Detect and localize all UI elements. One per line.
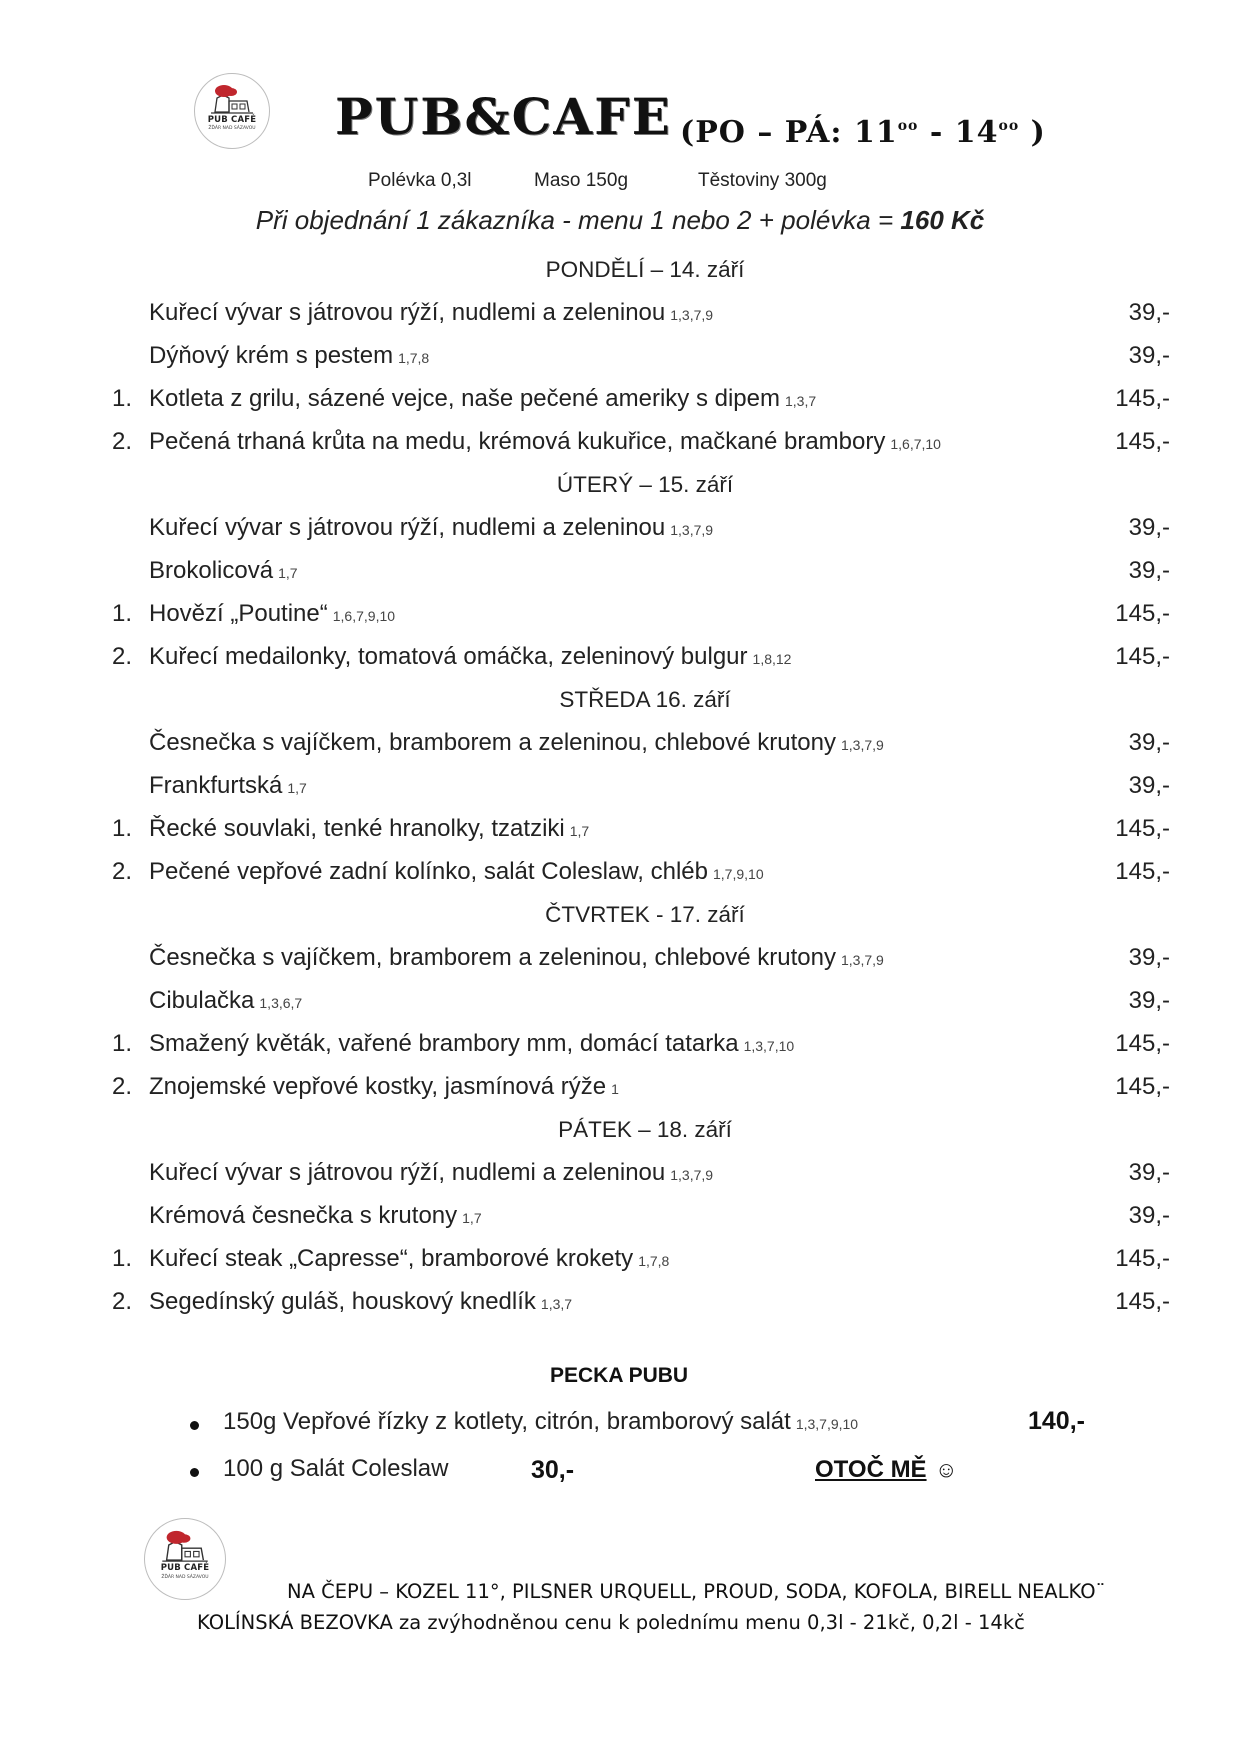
- menu-item-allergens: 1,3,7,9: [670, 1167, 714, 1183]
- menu-item: [100, 936, 1170, 979]
- menu-item-allergens: 1,7,8: [398, 350, 430, 366]
- menu-item-price: 39,-: [1128, 729, 1170, 756]
- menu-item: [100, 721, 1170, 764]
- logo-name: PUB CAFÉ: [160, 1563, 210, 1573]
- menu-item-number: 1.: [112, 815, 133, 842]
- menu-item-name: [149, 1280, 572, 1326]
- menu-item-allergens: 1,8,12: [752, 651, 792, 667]
- menu-item-name: [149, 1022, 794, 1068]
- menu-item-name: [149, 420, 941, 466]
- menu-item-number: 1.: [112, 1030, 133, 1057]
- menu-item-number: 2.: [112, 858, 133, 885]
- menu-item-price: 145,-: [1115, 600, 1170, 627]
- day-heading: PÁTEK – 18. září: [558, 1117, 732, 1142]
- bullet-icon: [190, 1421, 199, 1430]
- menu-item-name: [149, 850, 764, 896]
- menu-item-number: 1.: [112, 385, 133, 412]
- menu-item-name: [149, 549, 298, 595]
- menu-item-allergens: 1,7: [278, 565, 298, 581]
- menu-offer: Při objednání 1 zákazníka - menu 1 nebo 2 + polévka = 160 Kč: [255, 205, 985, 235]
- menu-item-name: [149, 1151, 713, 1197]
- pecka-item: 150g Vepřové řízky z kotlety, citrón, bramborový salát 1,3,7,9,10: [223, 1408, 859, 1435]
- menu-item-price: 145,-: [1115, 643, 1170, 670]
- menu-item-name: [149, 506, 713, 552]
- menu-item: [100, 1194, 1170, 1237]
- menu-item: [100, 1022, 1170, 1065]
- day-heading: PONDĚLÍ – 14. září: [545, 257, 745, 282]
- menu-item-name: [149, 936, 884, 982]
- menu-item: [100, 1237, 1170, 1280]
- menu-item-price: 145,-: [1115, 858, 1170, 885]
- menu-item-price: 39,-: [1128, 557, 1170, 584]
- smiley-icon: ☺: [935, 1457, 958, 1482]
- menu-item-number: 1.: [112, 600, 133, 627]
- menu-item-text: Dýňový krém s pestem: [149, 342, 394, 369]
- menu-item-text: Brokolicová: [149, 557, 274, 584]
- pub-cafe-logo-footer: [144, 1518, 226, 1600]
- day-heading: STŘEDA 16. září: [559, 687, 731, 712]
- logo-building-icon: [195, 74, 269, 148]
- menu-item-number: 2.: [112, 1073, 133, 1100]
- menu-item-price: 39,-: [1128, 1159, 1170, 1186]
- menu-item-name: [149, 592, 395, 638]
- menu-item-text: Krémová česnečka s krutony: [149, 1202, 458, 1229]
- menu-item-text: Česnečka s vajíčkem, bramborem a zeleninou, chlebové krutony: [149, 729, 836, 756]
- menu-item-text: Kuřecí vývar s játrovou rýží, nudlemi a zeleninou: [149, 1159, 666, 1186]
- menu-item-allergens: 1,3,7,9: [670, 522, 714, 538]
- menu-item: [100, 807, 1170, 850]
- menu-item-price: 39,-: [1128, 342, 1170, 369]
- menu-item: [100, 377, 1170, 420]
- menu-item-text: Kuřecí steak „Capresse“, bramborové krokety: [149, 1245, 634, 1272]
- portion-soup: Polévka 0,3l: [368, 170, 472, 191]
- menu-item: [100, 635, 1170, 678]
- bullet-icon: [190, 1468, 199, 1477]
- menu-item-text: Cibulačka: [149, 987, 255, 1014]
- menu-item-text: Frankfurtská: [149, 772, 283, 799]
- day-heading: ÚTERÝ – 15. září: [556, 472, 734, 497]
- menu-item: [100, 764, 1170, 807]
- menu-item-allergens: 1,3,6,7: [259, 995, 303, 1011]
- menu-item-name: [149, 807, 589, 853]
- bezovka-line: KOLÍNSKÁ BEZOVKA za zvýhodněnou cenu k polednímu menu 0,3l - 21kč, 0,2l - 14kč: [197, 1611, 1025, 1634]
- menu-item-price: 39,-: [1128, 1202, 1170, 1229]
- menu-item-text: Znojemské vepřové kostky, jasmínová rýže: [149, 1073, 607, 1100]
- menu-item-text: Kuřecí vývar s játrovou rýží, nudlemi a zeleninou: [149, 299, 666, 326]
- menu-item-text: Kuřecí vývar s játrovou rýží, nudlemi a zeleninou: [149, 514, 666, 541]
- menu-item-price: 145,-: [1115, 1288, 1170, 1315]
- menu-item-price: 145,-: [1115, 1030, 1170, 1057]
- menu-item-allergens: 1,7,8: [638, 1253, 670, 1269]
- menu-item-allergens: 1,7: [462, 1210, 482, 1226]
- menu-item-allergens: 1: [611, 1081, 619, 1097]
- menu-item: [100, 506, 1170, 549]
- menu-item-number: 2.: [112, 1288, 133, 1315]
- menu-item-text: Kuřecí medailonky, tomatová omáčka, zeleninový bulgur: [149, 643, 748, 670]
- menu-item-allergens: 1,3,7,10: [743, 1038, 795, 1054]
- logo-subtitle: ŽĎÁR NAD SÁZAVOU: [161, 1575, 209, 1580]
- menu-item-name: [149, 377, 816, 423]
- menu-item-name: [149, 334, 429, 380]
- menu-item: [100, 1280, 1170, 1323]
- menu-item: [100, 420, 1170, 463]
- menu-item-allergens: 1,6,7,9,10: [332, 608, 396, 624]
- pecka-item-price: 140,-: [1028, 1407, 1085, 1435]
- pecka-item-price: 30,-: [531, 1456, 575, 1484]
- logo-building-icon: [145, 1519, 225, 1599]
- menu-item-allergens: 1,3,7,9: [841, 737, 884, 753]
- menu-item-text: Řecké souvlaki, tenké hranolky, tzatziki: [149, 815, 565, 842]
- menu-item-allergens: 1,3,7,9: [841, 952, 884, 968]
- pecka-title: PECKA PUBU: [550, 1364, 689, 1387]
- menu-item: [100, 592, 1170, 635]
- menu-item-price: 39,-: [1128, 514, 1170, 541]
- menu-item: [100, 850, 1170, 893]
- menu-item-price: 39,-: [1128, 772, 1170, 799]
- menu-item-text: Smažený květák, vařené brambory mm, domácí tatarka: [149, 1030, 739, 1057]
- tap-beer-line: NA ČEPU – KOZEL 11°, PILSNER URQUELL, PROUD, SODA, KOFOLA, BIRELL NEALKO¨: [287, 1580, 1106, 1603]
- logo-name: PUB CAFÉ: [207, 115, 257, 125]
- pecka-item: 100 g Salát Coleslaw: [223, 1455, 449, 1482]
- menu-item-number: 1.: [112, 1245, 133, 1272]
- menu-item-text: Česnečka s vajíčkem, bramborem a zeleninou, chlebové krutony: [149, 944, 836, 971]
- menu-item-allergens: 1,7: [287, 780, 307, 796]
- menu-item-name: [149, 291, 713, 337]
- menu-item-text: Hovězí „Poutine“: [149, 600, 328, 627]
- turn-over-link[interactable]: OTOČ MĚ: [815, 1456, 927, 1483]
- menu-item: [100, 1151, 1170, 1194]
- page-title: PUB&CAFE: [335, 87, 672, 146]
- menu-item: [100, 979, 1170, 1022]
- portion-meat: Maso 150g: [534, 170, 629, 191]
- menu-item: [100, 549, 1170, 592]
- daily-menu: [100, 248, 1170, 1323]
- menu-item-price: 39,-: [1128, 944, 1170, 971]
- menu-item-text: Pečené vepřové zadní kolínko, salát Coleslaw, chléb: [149, 858, 708, 885]
- menu-item-price: 145,-: [1115, 385, 1170, 412]
- menu-item: [100, 1065, 1170, 1108]
- opening-hours: (PO – PÁ: $11^{oo} - 14^{oo}$ ): [680, 115, 1046, 150]
- menu-item-allergens: 1,6,7,10: [890, 436, 941, 452]
- menu-item-allergens: 1,7,9,10: [713, 866, 764, 882]
- menu-item-name: [149, 721, 884, 767]
- menu-item-text: Kotleta z grilu, sázené vejce, naše pečené ameriky s dipem: [149, 385, 780, 412]
- menu-item-price: 145,-: [1115, 428, 1170, 455]
- menu-item-name: [149, 764, 307, 810]
- menu-item-price: 39,-: [1128, 299, 1170, 326]
- menu-item-price: 145,-: [1115, 815, 1170, 842]
- portion-pasta: Těstoviny 300g: [698, 170, 827, 191]
- day-heading: ČTVRTEK - 17. září: [545, 902, 745, 927]
- menu-item-number: 2.: [112, 643, 133, 670]
- pub-cafe-logo: [194, 73, 270, 149]
- menu-item-name: [149, 1194, 482, 1240]
- menu-item-allergens: 1,3,7,9: [670, 307, 714, 323]
- menu-item-text: Pečená trhaná krůta na medu, krémová kukuřice, mačkané brambory: [149, 428, 886, 455]
- logo-subtitle: ŽĎÁR NAD SÁZAVOU: [208, 126, 256, 131]
- menu-item: [100, 291, 1170, 334]
- menu-item-name: [149, 1237, 669, 1283]
- menu-item-allergens: 1,7: [569, 823, 590, 839]
- menu-item-allergens: 1,3,7: [540, 1296, 573, 1312]
- menu-item-name: [149, 979, 302, 1025]
- menu-item-name: [149, 635, 791, 681]
- menu-item-price: 145,-: [1115, 1073, 1170, 1100]
- menu-item-text: Segedínský guláš, houskový knedlík: [149, 1288, 536, 1315]
- menu-item-price: 39,-: [1128, 987, 1170, 1014]
- menu-item-name: [149, 1065, 619, 1111]
- menu-item-number: 2.: [112, 428, 133, 455]
- menu-item: [100, 334, 1170, 377]
- menu-item-price: 145,-: [1115, 1245, 1170, 1272]
- menu-item-allergens: 1,3,7: [785, 393, 817, 409]
